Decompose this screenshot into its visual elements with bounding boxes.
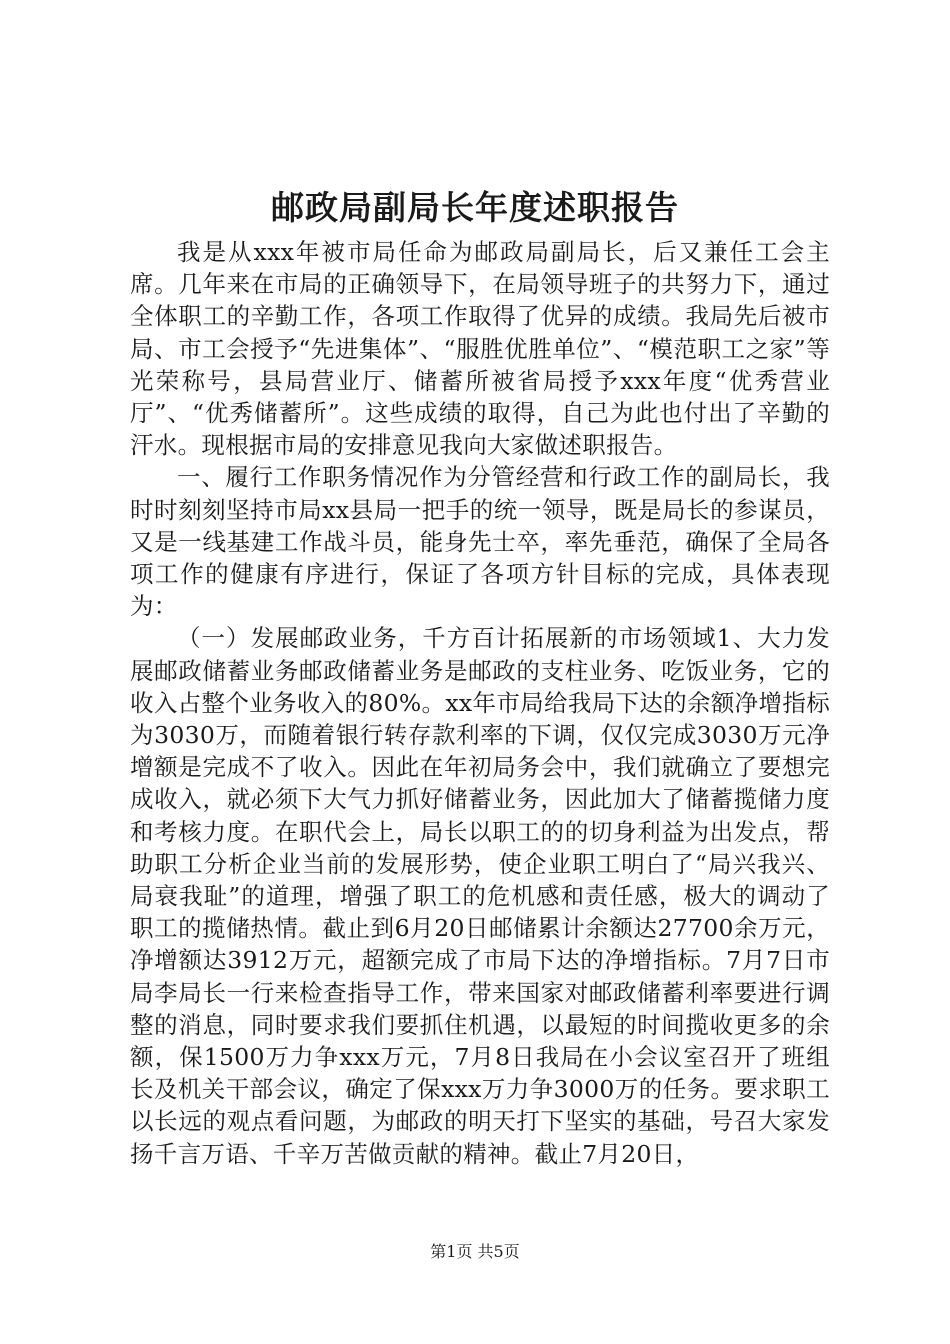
paragraph-intro: 我是从xxx年被市局任命为邮政局副局长，后又兼任工会主席。几年来在市局的正确领导下，在局领导班子的共努力下，通过全体职工的辛勤工作，各项工作取得了优异的成绩。我局先后被市局、市工会授予“先进集体”、“服胜优胜单位”、“模范职工之家”等光荣称号，县局营业厅、储蓄所被省局授予xxx年度“优秀营业厅”、“优秀储蓄所”。这些成绩的取得，自己为此也付出了辛勤的汗水。现根据市局的安排意见我向大家做述职报告。 bbox=[130, 238, 830, 460]
paragraph-section-one: 一、履行工作职务情况作为分管经营和行政工作的副局长，我时时刻刻坚持市局xx县局一把手的统一领导，既是局长的参谋员，又是一线基建工作战斗员，能身先士卒，率先垂范，确保了全局各项工作的健康有序进行，保证了各项方针目标的完成，具体表现为： bbox=[130, 463, 830, 621]
page-number-footer: 第1页 共5页 bbox=[430, 1242, 520, 1261]
document-title: 邮政局副局长年度述职报告 bbox=[271, 188, 679, 227]
document-body bbox=[130, 236, 830, 1170]
paragraph-subsection-one: （一）发展邮政业务，千方百计拓展新的市场领域1、大力发展邮政储蓄业务邮政储蓄业务是邮政的支柱业务、吃饭业务，它的收入占整个业务收入的80%。xx年市局给我局下达的余额净增指标为3030万，而随着银行转存款利率的下调，仅仅完成3030万元净增额是完成不了收入。因此在年初局务会中，我们就确立了要想完成收入，就必须下大气力抓好储蓄业务，因此加大了储蓄揽储力度和考核力度。在职代会上，局长以职工的的切身利益为出发点，帮助职工分析企业当前的发展形势，使企业职工明白了“局兴我兴、局衰我耻”的道理，增强了职工的危机感和责任感，极大的调动了职工的揽储热情。截止到6月20日邮储累计余额达27700余万元，净增额达3912万元，超额完成了市局下达的净增指标。7月7日市局李局长一行来检查指导工作，带来国家对邮政储蓄利率要进行调整的消息，同时要求我们要抓住机遇，以最短的时间揽收更多的余额，保1500万力争xxx万元，7月8日我局在小会议室召开了班组长及机关干部会议，确定了保xxx万力争3000万的任务。要求职工以长远的观点看问题，为邮政的明天打下坚实的基础，号召大家发扬千言万语、千辛万苦做贡献的精神。截止7月20日， bbox=[130, 624, 830, 1168]
